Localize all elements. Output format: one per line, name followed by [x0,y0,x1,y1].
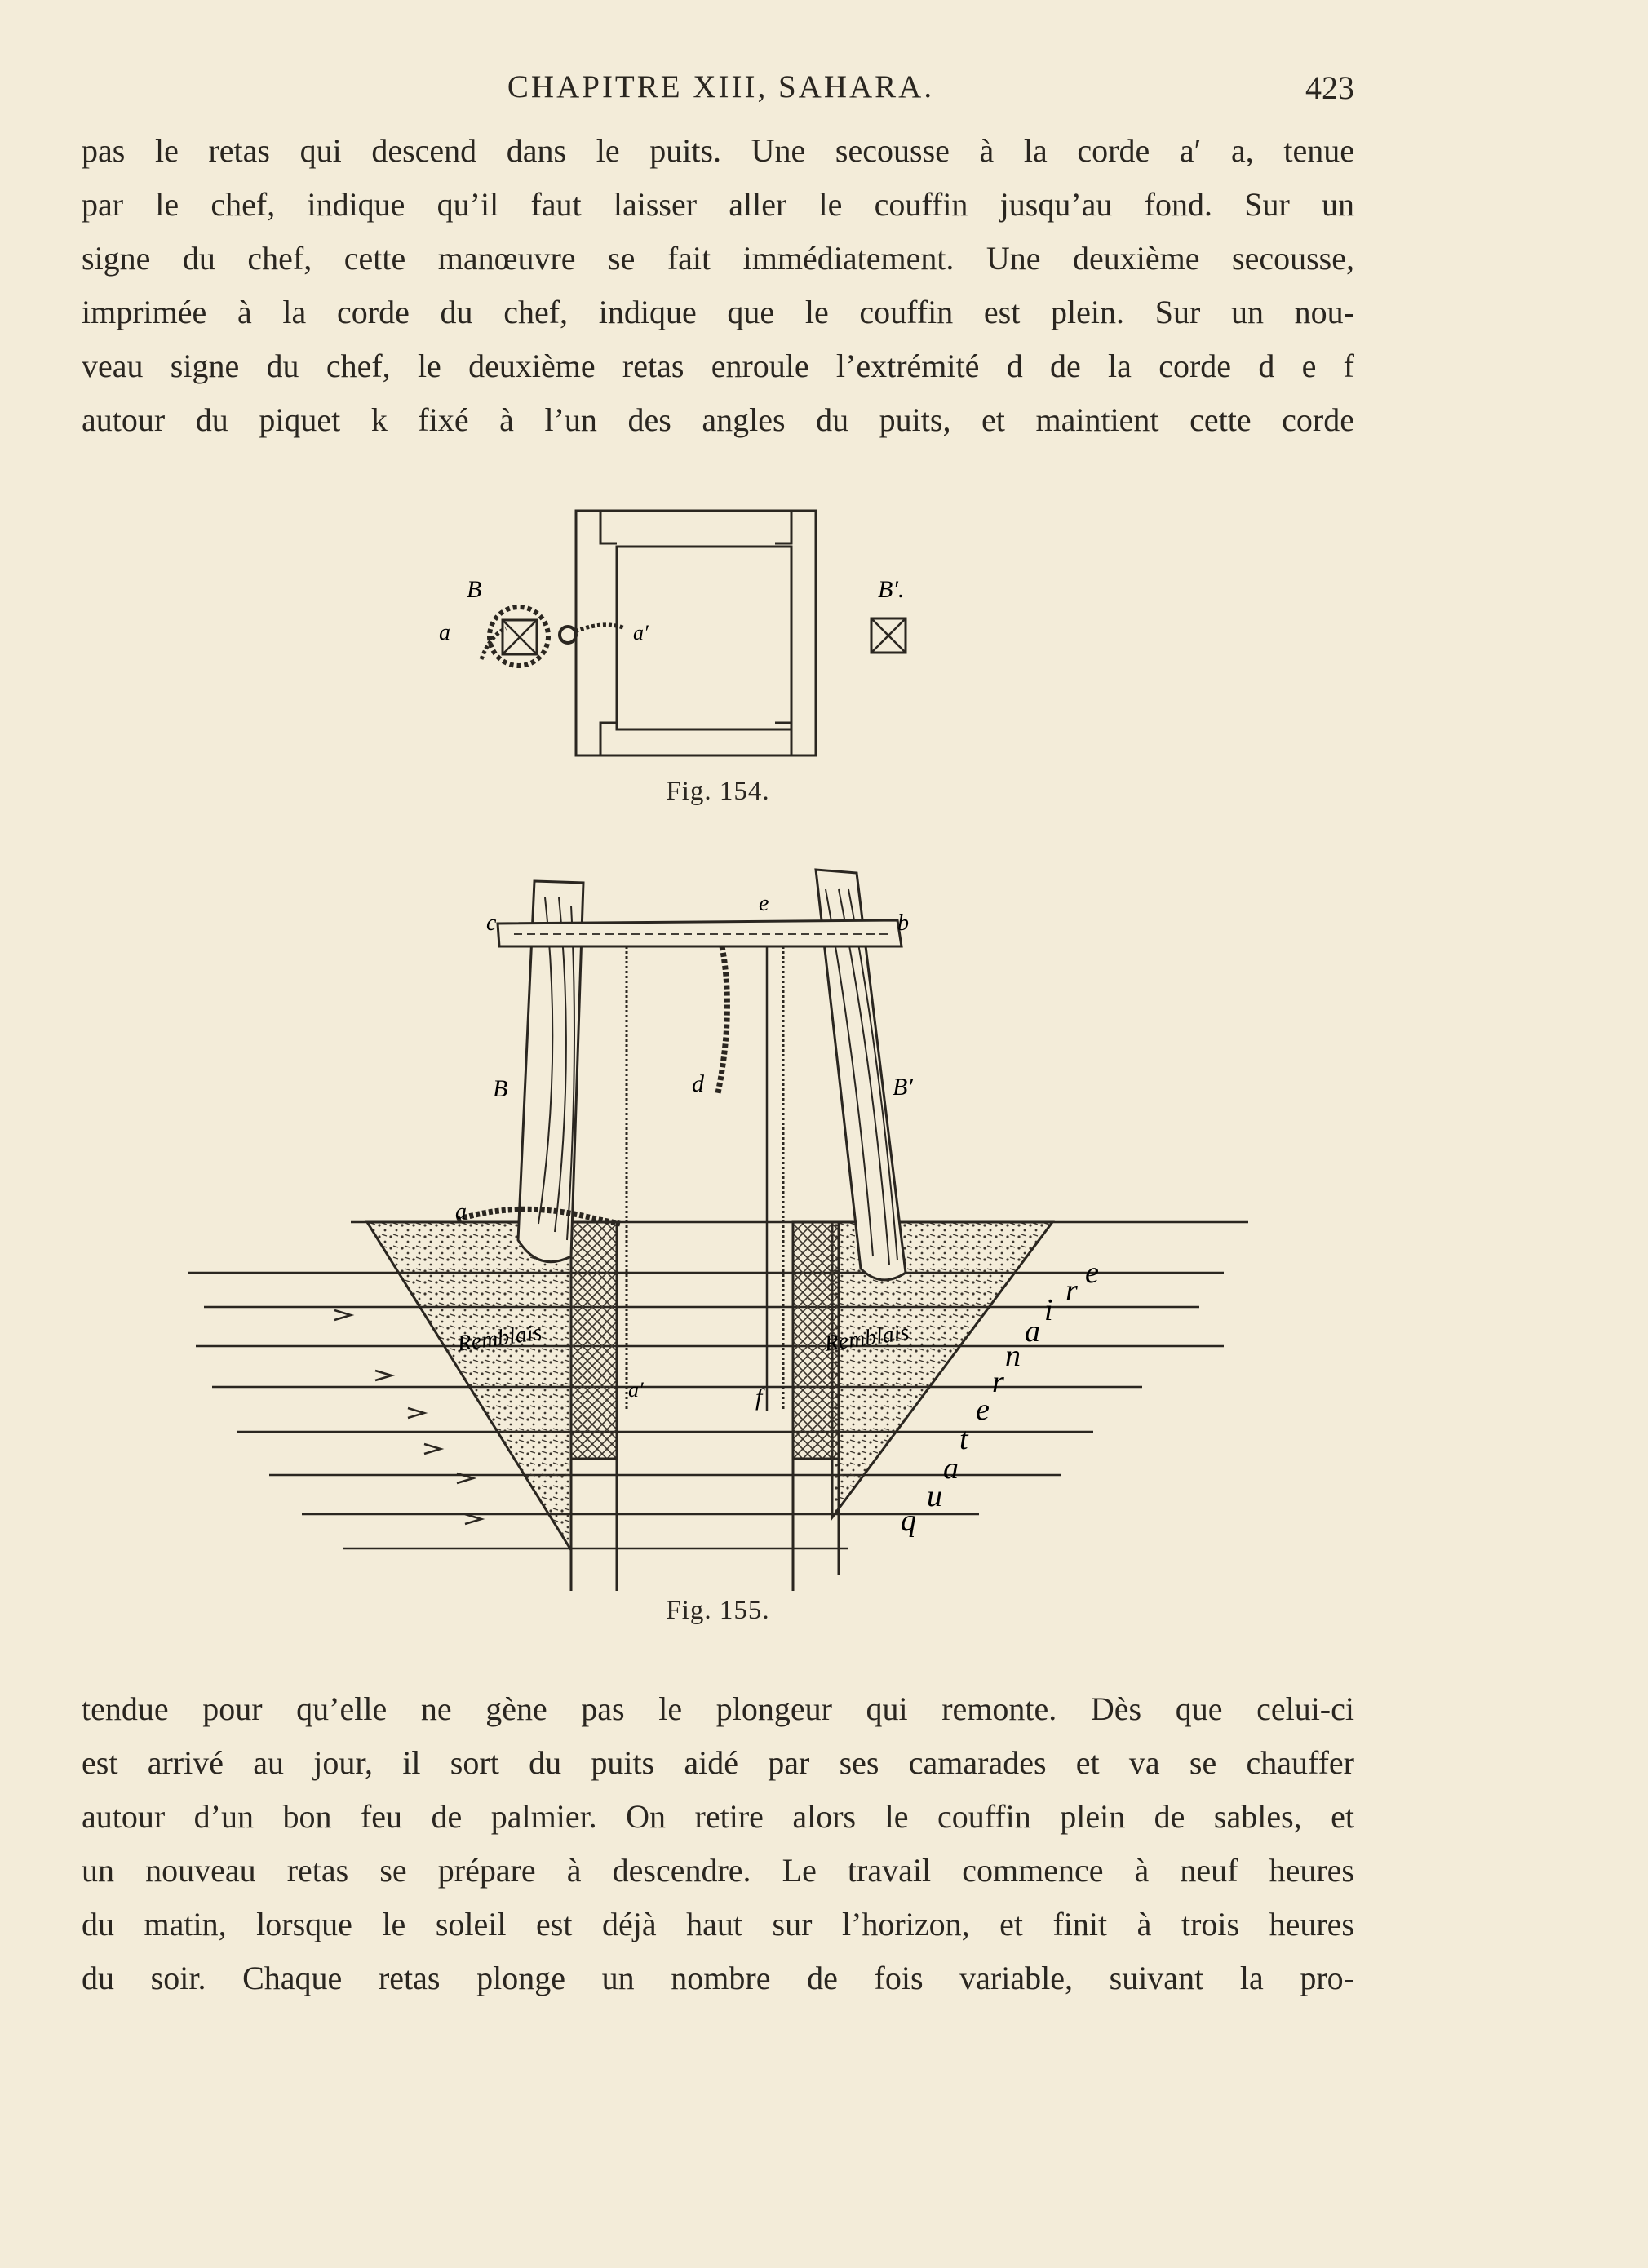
figure-154 [439,511,906,755]
fig155-label-a: a [455,1199,467,1225]
fig154-label-a-prime: a′ [633,621,649,645]
text-line: par le chef, indique qu’il faut laisser aller le couffin jusqu’au fond. Sur un [82,186,1354,223]
paragraph-bottom [82,1682,1354,2005]
fig154-label-B: B [467,576,482,603]
fig155-label-b: b [897,910,909,936]
text-line: est arrivé au jour, il sort du puits aidé par ses camarades et va se chauffer [82,1744,1354,1781]
svg-text:n: n [1005,1339,1021,1373]
fig155-label-d: d [692,1070,704,1097]
fig155-label-f: f [755,1384,763,1411]
text-line: imprimée à la corde du chef, indique que le couffin est plein. Sur un nou- [82,294,1354,330]
text-line: signe du chef, cette manœuvre se fait immédiatement. Une deuxième secousse, [82,240,1354,277]
text-line: autour du piquet k fixé à l’un des angles du puits, et maintient cette corde [82,401,1354,438]
svg-text:e: e [976,1393,990,1427]
text-line: tendue pour qu’elle ne gène pas le plongeur qui remonte. Dès que celui-ci [82,1690,1354,1727]
fig155-label-e: e [759,891,769,916]
svg-text:e: e [1085,1256,1099,1290]
svg-text:r: r [1065,1274,1078,1308]
fig155-label-a-prime: a′ [628,1378,644,1402]
fig154-label-B-prime: B′. [878,576,905,603]
running-head: CHAPITRE XIII, SAHARA. [507,69,935,104]
fig155-label-remblais-left: Remblais [455,1319,544,1357]
text-line: un nouveau retas se prépare à descendre. Le travail commence à neuf heures [82,1852,1354,1889]
fig155-label-B-prime: B′ [893,1074,913,1101]
svg-text:a: a [943,1451,959,1486]
text-line: du matin, lorsque le soleil est déjà haut sur l’horizon, et finit à trois heures [82,1906,1354,1942]
svg-text:q: q [901,1504,916,1538]
fig155-label-c: c [486,910,497,936]
svg-text:u: u [927,1479,942,1513]
figure-155 [188,870,1248,1591]
svg-text:a: a [1025,1314,1040,1349]
svg-text:i: i [1044,1293,1053,1327]
fig154-label-a: a [439,620,450,645]
page-number: 423 [1305,69,1354,106]
svg-text:t: t [959,1422,968,1456]
fig155-label-remblais-right: Remblais [822,1319,911,1357]
figure-154-caption: Fig. 154. [666,777,770,806]
svg-text:r: r [992,1365,1004,1399]
fig155-label-B: B [493,1075,508,1102]
text-line: pas le retas qui descend dans le puits. Une secousse à la corde a′ a, tenue [82,132,1354,169]
text-line: veau signe du chef, le deuxième retas enroule l’extrémité d de la corde d e f [82,348,1354,384]
figure-155-caption: Fig. 155. [666,1596,770,1625]
text-line: du soir. Chaque retas plonge un nombre de fois variable, suivant la pro- [82,1960,1354,1996]
text-line: autour d’un bon feu de palmier. On retire alors le couffin plein de sables, et [82,1798,1354,1835]
